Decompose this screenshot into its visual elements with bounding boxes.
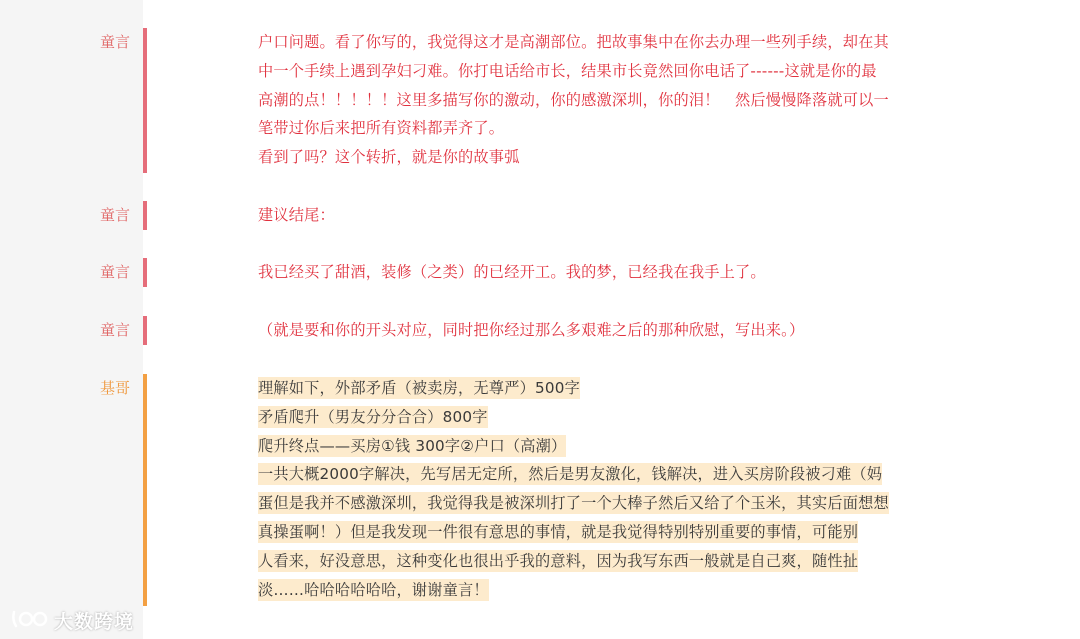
message-body [258, 316, 978, 345]
message-author: 童言 [99, 206, 130, 224]
chat-message [0, 258, 1080, 287]
message-accent-bar [143, 28, 147, 173]
message-line: 高潮的点！！！！！这里多描写你的激动，你的感激深圳，你的泪！ 然后慢慢降落就可以一 [258, 90, 889, 109]
message-line-wrap [258, 460, 978, 489]
watermark-text: 大数跨境 [54, 610, 135, 633]
message-author: 童言 [99, 263, 130, 281]
message-line-wrap [258, 432, 978, 461]
message-line-wrap [258, 547, 978, 576]
message-accent-bar [143, 316, 147, 345]
chat-message [0, 201, 1080, 230]
highlighted-text: 爬升终点——买房①钱 300字②户口（高潮） [258, 436, 567, 455]
highlighted-text: 淡……哈哈哈哈哈哈，谢谢童言！ [258, 580, 489, 599]
message-line: 看到了吗？这个转折，就是你的故事弧 [258, 148, 520, 167]
message-accent-bar [143, 374, 147, 606]
message-author: 童言 [99, 321, 130, 339]
highlighted-text: 矛盾爬升（男友分分合合）800字 [258, 407, 488, 426]
message-body [258, 28, 978, 172]
logo-icon [10, 608, 50, 632]
message-line-wrap [258, 576, 978, 605]
highlighted-text: 蛋但是我并不感激深圳，我觉得我是被深圳打了一个大棒子然后又给了个玉米，其实后面想想 [258, 494, 889, 513]
message-line-wrap [258, 374, 978, 403]
message-accent-bar [143, 258, 147, 287]
message-line: 我已经买了甜酒，装修（之类）的已经开工。我的梦，已经我在我手上了。 [258, 263, 766, 281]
message-line-wrap [258, 518, 978, 547]
message-author: 童言 [99, 33, 130, 51]
highlighted-text: 一共大概2000字解决，先写居无定所，然后是男友激化，钱解决，进入买房阶段被刁难（妈 [258, 465, 883, 484]
message-line-wrap [258, 489, 978, 518]
watermark [10, 606, 134, 634]
message-body [258, 201, 978, 230]
chat-message [0, 374, 1080, 606]
message-author: 基哥 [99, 379, 130, 397]
message-accent-bar [143, 201, 147, 230]
highlighted-text: 人看来，好没意思，这种变化也很出乎我的意料，因为我写东西一般就是自己爽，随性扯 [258, 551, 859, 570]
message-body [258, 374, 978, 604]
message-line: 建议结尾： [258, 206, 335, 224]
message-line: 笔带过你后来把所有资料都弄齐了。 [258, 119, 505, 138]
message-body [258, 258, 978, 287]
message-line: 中一个手续上遇到孕妇刁难。你打电话给市长，结果市长竟然回你电话了------这就是你的最 [258, 61, 877, 80]
chat-message [0, 316, 1080, 345]
chat-message [0, 28, 1080, 173]
message-line-wrap [258, 403, 978, 432]
message-line: 户口问题。看了你写的，我觉得这才是高潮部位。把故事集中在你去办理一些列手续，却在其 [258, 33, 889, 51]
highlighted-text: 真操蛋啊！）但是我发现一件很有意思的事情，就是我觉得特别特别重要的事情，可能别 [258, 522, 859, 541]
highlighted-text: 理解如下，外部矛盾（被卖房，无尊严）500字 [258, 379, 580, 397]
message-line: （就是要和你的开头对应，同时把你经过那么多艰难之后的那种欣慰，写出来。） [258, 321, 805, 339]
